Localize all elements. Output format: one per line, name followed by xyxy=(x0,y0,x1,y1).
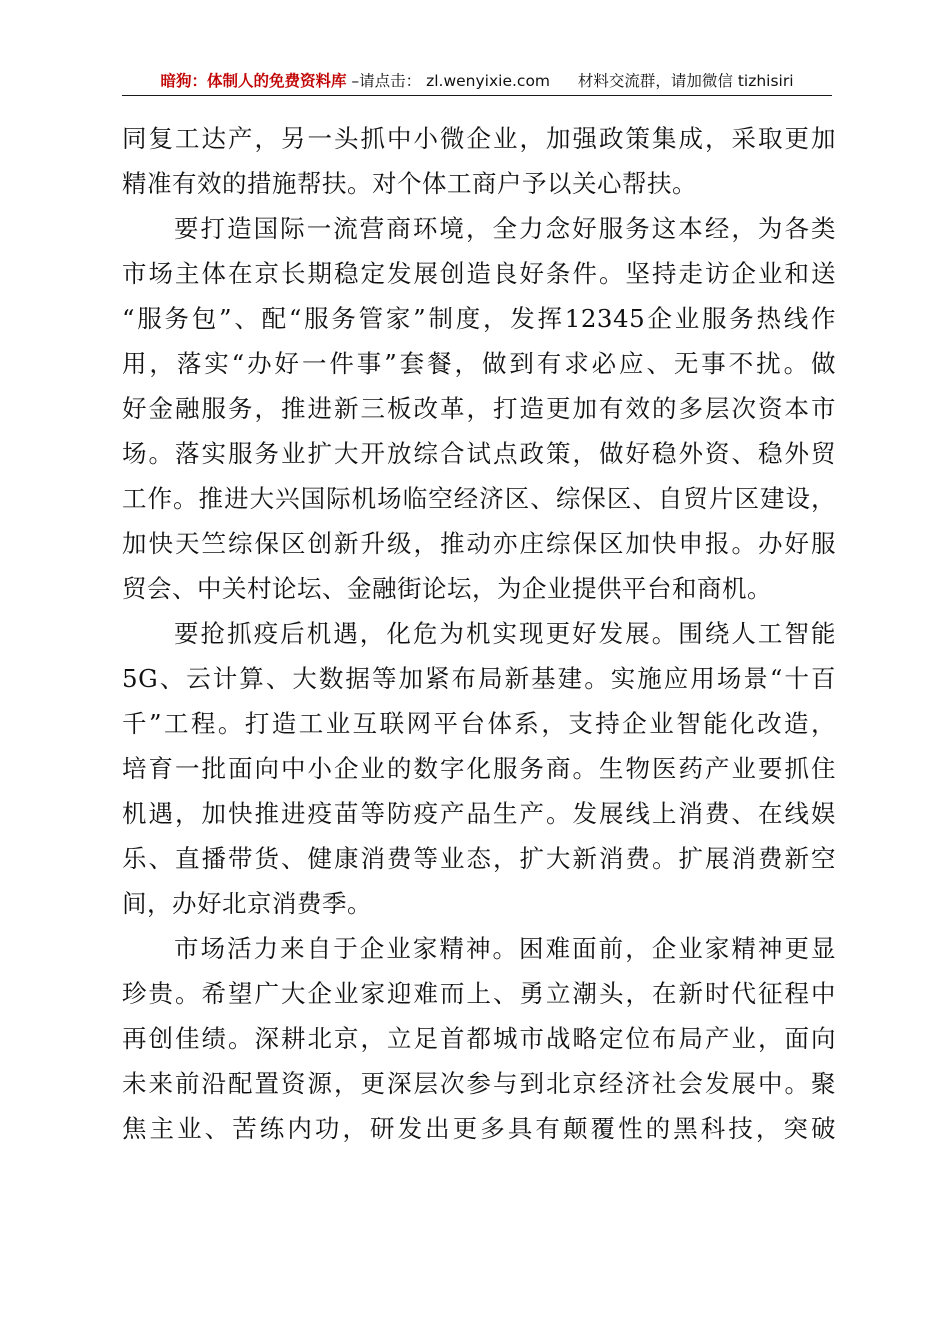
text-line: 培育一批面向中小企业的数字化服务商。生物医药产业要抓住 xyxy=(122,754,836,783)
text-line: 场。落实服务业扩大开放综合试点政策，做好稳外资、稳外贸 xyxy=(122,439,836,468)
paragraph-4 xyxy=(122,926,836,1151)
text-line: “服务包”、配“服务管家”制度，发挥12345企业服务热线作 xyxy=(122,304,836,333)
header-brand: 暗狗：体制人的免费资料库 xyxy=(160,72,347,90)
text-line: 机遇，加快推进疫苗等防疫产品生产。发展线上消费、在线娱 xyxy=(122,799,836,828)
text-line: 精准有效的措施帮扶。对个体工商户予以关心帮扶。 xyxy=(122,169,697,198)
document-body xyxy=(122,116,836,1151)
header-group-note: 材料交流群，请加微信 tizhisiri xyxy=(577,72,794,90)
text-line: 再创佳绩。深耕北京，立足首都城市战略定位布局产业，面向 xyxy=(122,1024,836,1053)
header-url-link[interactable]: zl.wenyixie.com xyxy=(426,72,551,90)
paragraph-1 xyxy=(122,116,836,206)
text-line: 千”工程。打造工业互联网平台体系，支持企业智能化改造， xyxy=(122,709,836,738)
page-header xyxy=(122,68,832,94)
text-line: 5G、云计算、大数据等加紧布局新基建。实施应用场景“十百 xyxy=(122,664,836,693)
text-line: 市场主体在京长期稳定发展创造良好条件。坚持走访企业和送 xyxy=(122,259,836,288)
text-line: 加快天竺综保区创新升级，推动亦庄综保区加快申报。办好服 xyxy=(122,529,836,558)
text-line: 贸会、中关村论坛、金融街论坛，为企业提供平台和商机。 xyxy=(122,574,772,603)
text-line: 未来前沿配置资源，更深层次参与到北京经济社会发展中。聚 xyxy=(122,1069,836,1098)
text-line: 焦主业、苦练内功，研发出更多具有颠覆性的黑科技，突破 xyxy=(122,1114,836,1143)
header-prompt: –请点击： xyxy=(351,72,422,90)
paragraph-3 xyxy=(122,611,836,926)
text-line: 要抢抓疫后机遇，化危为机实现更好发展。围绕人工智能 xyxy=(174,619,836,648)
paragraph-2 xyxy=(122,206,836,611)
text-line: 间，办好北京消费季。 xyxy=(122,889,372,918)
text-line: 珍贵。希望广大企业家迎难而上、勇立潮头，在新时代征程中 xyxy=(122,979,836,1008)
text-line: 市场活力来自于企业家精神。困难面前，企业家精神更显 xyxy=(174,934,836,963)
text-line: 同复工达产，另一头抓中小微企业，加强政策集成，采取更加 xyxy=(122,124,836,153)
header-rule xyxy=(122,95,832,96)
text-line: 用，落实“办好一件事”套餐，做到有求必应、无事不扰。做 xyxy=(122,349,836,378)
text-line: 要打造国际一流营商环境，全力念好服务这本经，为各类 xyxy=(174,214,836,243)
text-line: 工作。推进大兴国际机场临空经济区、综保区、自贸片区建设， xyxy=(122,484,836,513)
text-line: 乐、直播带货、健康消费等业态，扩大新消费。扩展消费新空 xyxy=(122,844,836,873)
text-line: 好金融服务，推进新三板改革，打造更加有效的多层次资本市 xyxy=(122,394,836,423)
